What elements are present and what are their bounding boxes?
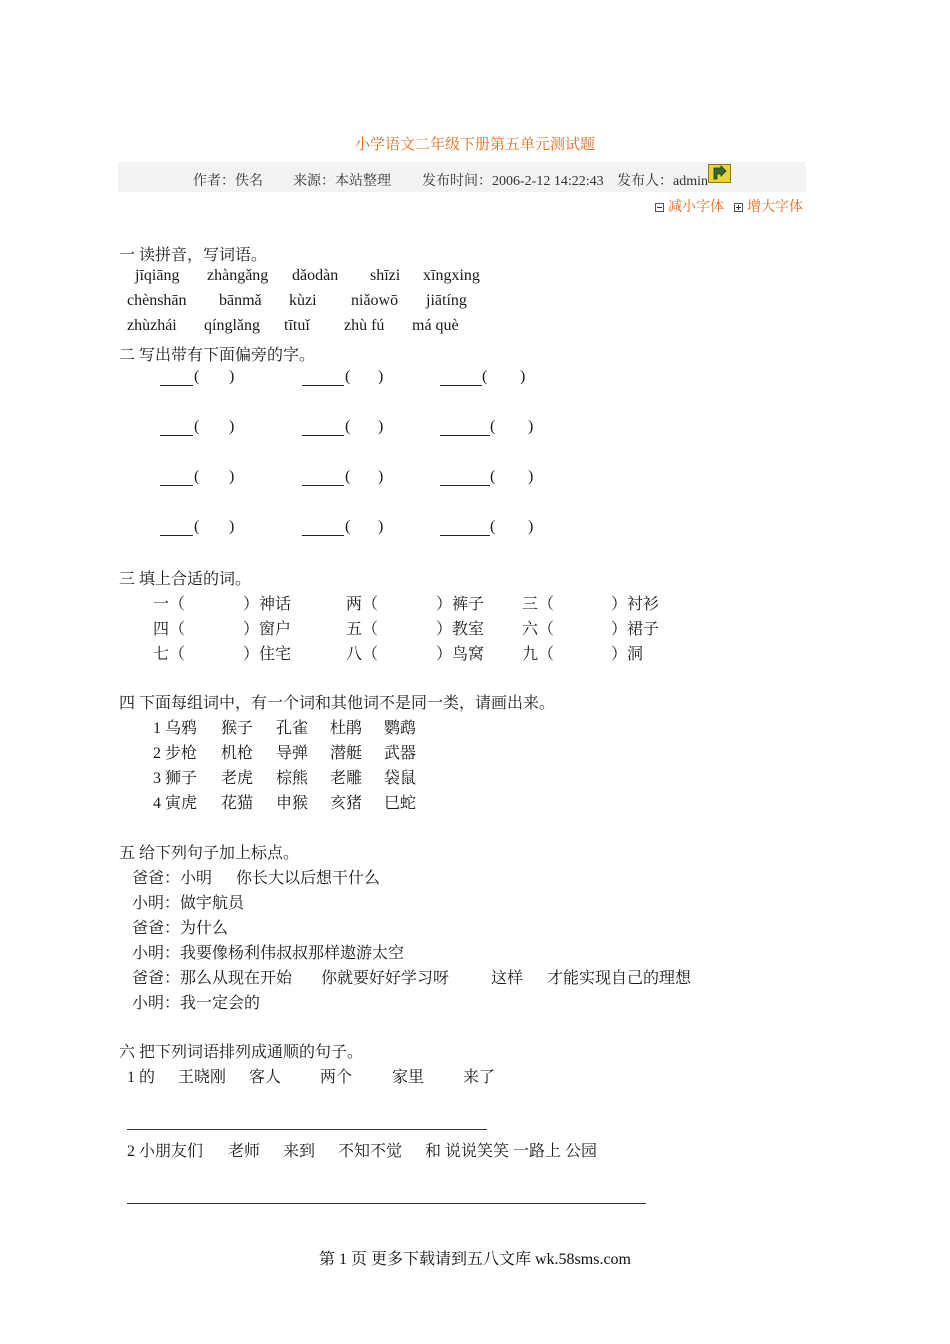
pinyin-item: qínglǎng [204, 317, 260, 334]
pinyin-item: shīzi [370, 267, 401, 284]
fill-blank-suffix: ）衬衫 [611, 596, 660, 613]
pinyin-item: zhùzhái [127, 317, 177, 334]
classification-word[interactable]: 鹦鹉 [384, 720, 417, 737]
radical-answer-blank[interactable] [302, 371, 344, 386]
classification-word[interactable]: 老雕 [330, 770, 363, 787]
classification-word[interactable]: 导弹 [276, 745, 309, 762]
pinyin-item: jīqiāng [135, 267, 180, 284]
dialogue-segment: 爸爸：小明 [132, 870, 213, 887]
word-token: 不知不觉 [338, 1143, 403, 1160]
fill-blank-suffix: ）鸟窝 [436, 646, 485, 663]
classification-word[interactable]: 孔雀 [276, 720, 309, 737]
radical-close-paren: ) [520, 368, 526, 385]
answer-line[interactable] [127, 1203, 646, 1204]
pinyin-item: xīngxing [423, 267, 480, 284]
classification-word[interactable]: 猴子 [221, 720, 254, 737]
radical-answer-blank[interactable] [440, 371, 482, 386]
dialogue-segment: 才能实现自己的理想 [547, 970, 692, 987]
radical-close-paren: ) [378, 468, 384, 485]
fill-blank-suffix: ）教室 [436, 621, 485, 638]
word-token: 1 的 [127, 1069, 156, 1086]
fill-blank-suffix: ）洞 [611, 646, 644, 663]
classification-word[interactable]: 2 步枪 [153, 745, 198, 762]
classification-word[interactable]: 3 狮子 [153, 770, 198, 787]
pinyin-item: zhù fú [344, 317, 385, 334]
radical-answer-blank[interactable] [440, 471, 490, 486]
radical-open-paren: ( [194, 468, 200, 485]
radical-answer-blank[interactable] [302, 521, 344, 536]
page-title: 小学语文二年级下册第五单元测试题 [354, 137, 595, 153]
radical-open-paren: ( [490, 418, 496, 435]
dialogue-segment: 小明：我一定会的 [132, 995, 261, 1012]
pinyin-item: má què [412, 317, 459, 334]
word-token: 王晓刚 [178, 1069, 227, 1086]
dialogue-segment: 你就要好好学习呀 [321, 970, 450, 987]
radical-answer-blank[interactable] [160, 521, 193, 536]
classification-word[interactable]: 棕熊 [276, 770, 309, 787]
word-token: 家里 [392, 1069, 425, 1086]
pinyin-item: niǎowō [351, 292, 399, 309]
publisher-label: 发布人：admin [617, 174, 708, 189]
radical-open-paren: ( [482, 368, 488, 385]
publish-time-label: 发布时间：2006-2-12 14:22:43 [422, 174, 604, 189]
pinyin-item: chènshān [127, 292, 187, 309]
radical-open-paren: ( [345, 518, 351, 535]
fill-blank-suffix: ）住宅 [243, 646, 292, 663]
radical-close-paren: ) [229, 518, 235, 535]
classification-word[interactable]: 袋鼠 [384, 770, 417, 787]
section1-heading: 一 读拼音，写词语。 [119, 247, 268, 264]
radical-open-paren: ( [345, 418, 351, 435]
dialogue-segment: 小明：我要像杨利伟叔叔那样遨游太空 [132, 945, 405, 962]
page-footer: 第 1 页 更多下载请到五八文库 wk.58sms.com [318, 1251, 631, 1268]
fill-blank-prefix: 九（ [522, 646, 555, 663]
pinyin-item: kùzi [289, 292, 317, 309]
fill-blank-prefix: 三（ [522, 596, 555, 613]
classification-word[interactable]: 亥猪 [330, 795, 363, 812]
dialogue-segment: 你长大以后想干什么 [236, 870, 381, 887]
radical-answer-blank[interactable] [160, 421, 193, 436]
section6-heading: 六 把下列词语排列成通顺的句子。 [119, 1044, 364, 1061]
publisher-profile-icon[interactable] [708, 164, 731, 183]
classification-word[interactable]: 巳蛇 [384, 795, 417, 812]
decrease-font-button[interactable]: 减小字体 [655, 196, 724, 216]
section2-heading: 二 写出带有下面偏旁的字。 [119, 347, 316, 364]
radical-close-paren: ) [378, 418, 384, 435]
pinyin-item: zhàngǎng [207, 267, 269, 284]
radical-close-paren: ) [528, 518, 534, 535]
fill-blank-prefix: 八（ [346, 646, 379, 663]
radical-answer-blank[interactable] [440, 521, 490, 536]
word-token: 老师 [228, 1143, 261, 1160]
pinyin-item: dǎodàn [292, 267, 339, 284]
classification-word[interactable]: 花猫 [221, 795, 254, 812]
radical-open-paren: ( [490, 518, 496, 535]
radical-open-paren: ( [345, 468, 351, 485]
radical-open-paren: ( [194, 518, 200, 535]
word-token: 来到 [283, 1143, 316, 1160]
radical-close-paren: ) [378, 518, 384, 535]
word-token: 来了 [463, 1069, 496, 1086]
dialogue-segment: 爸爸：那么从现在开始 [132, 970, 293, 987]
word-token: 和 说说笑笑 一路上 公园 [425, 1143, 598, 1160]
radical-close-paren: ) [229, 368, 235, 385]
fill-blank-prefix: 六（ [522, 621, 555, 638]
radical-close-paren: ) [378, 368, 384, 385]
radical-close-paren: ) [528, 418, 534, 435]
radical-answer-blank[interactable] [302, 471, 344, 486]
radical-close-paren: ) [528, 468, 534, 485]
section5-heading: 五 给下列句子加上标点。 [119, 845, 300, 862]
word-token: 2 小朋友们 [127, 1143, 204, 1160]
fill-blank-prefix: 五（ [346, 621, 379, 638]
fill-blank-suffix: ）神话 [243, 596, 292, 613]
section3-heading: 三 填上合适的词。 [119, 571, 252, 588]
classification-word[interactable]: 老虎 [221, 770, 254, 787]
pinyin-item: jiātíng [426, 292, 467, 309]
radical-close-paren: ) [229, 468, 235, 485]
radical-open-paren: ( [490, 468, 496, 485]
pinyin-item: tītuǐ [284, 317, 310, 334]
radical-open-paren: ( [194, 368, 200, 385]
radical-answer-blank[interactable] [302, 421, 344, 436]
minus-box-icon [655, 203, 664, 212]
increase-font-button[interactable]: 增大字体 [734, 196, 803, 216]
classification-word[interactable]: 4 寅虎 [153, 795, 198, 812]
answer-line[interactable] [127, 1129, 487, 1130]
radical-open-paren: ( [345, 368, 351, 385]
fill-blank-prefix: 七（ [153, 646, 186, 663]
plus-box-icon [734, 203, 743, 212]
radical-answer-blank[interactable] [160, 371, 193, 386]
classification-word[interactable]: 申猴 [276, 795, 309, 812]
radical-answer-blank[interactable] [440, 421, 490, 436]
word-token: 两个 [320, 1069, 353, 1086]
dialogue-segment: 小明：做宇航员 [132, 895, 245, 912]
word-token: 客人 [249, 1069, 282, 1086]
classification-word[interactable]: 潜艇 [330, 745, 363, 762]
fill-blank-suffix: ）裙子 [611, 621, 660, 638]
classification-word[interactable]: 武器 [384, 745, 417, 762]
dialogue-segment: 这样 [491, 970, 524, 987]
fill-blank-suffix: ）窗户 [243, 621, 292, 638]
pinyin-item: bānmǎ [219, 292, 262, 309]
radical-answer-blank[interactable] [160, 471, 193, 486]
fill-blank-prefix: 两（ [346, 596, 379, 613]
fill-blank-prefix: 四（ [153, 621, 186, 638]
author-label: 作者：佚名 [193, 174, 263, 189]
classification-word[interactable]: 机枪 [221, 745, 254, 762]
fill-blank-prefix: 一（ [153, 596, 186, 613]
classification-word[interactable]: 杜鹃 [330, 720, 363, 737]
radical-open-paren: ( [194, 418, 200, 435]
radical-close-paren: ) [229, 418, 235, 435]
source-label: 来源：本站整理 [293, 174, 391, 189]
dialogue-segment: 爸爸：为什么 [132, 920, 229, 937]
fill-blank-suffix: ）裤子 [436, 596, 485, 613]
classification-word[interactable]: 1 乌鸦 [153, 720, 198, 737]
section4-heading: 四 下面每组词中，有一个词和其他词不是同一类，请画出来。 [119, 695, 556, 712]
